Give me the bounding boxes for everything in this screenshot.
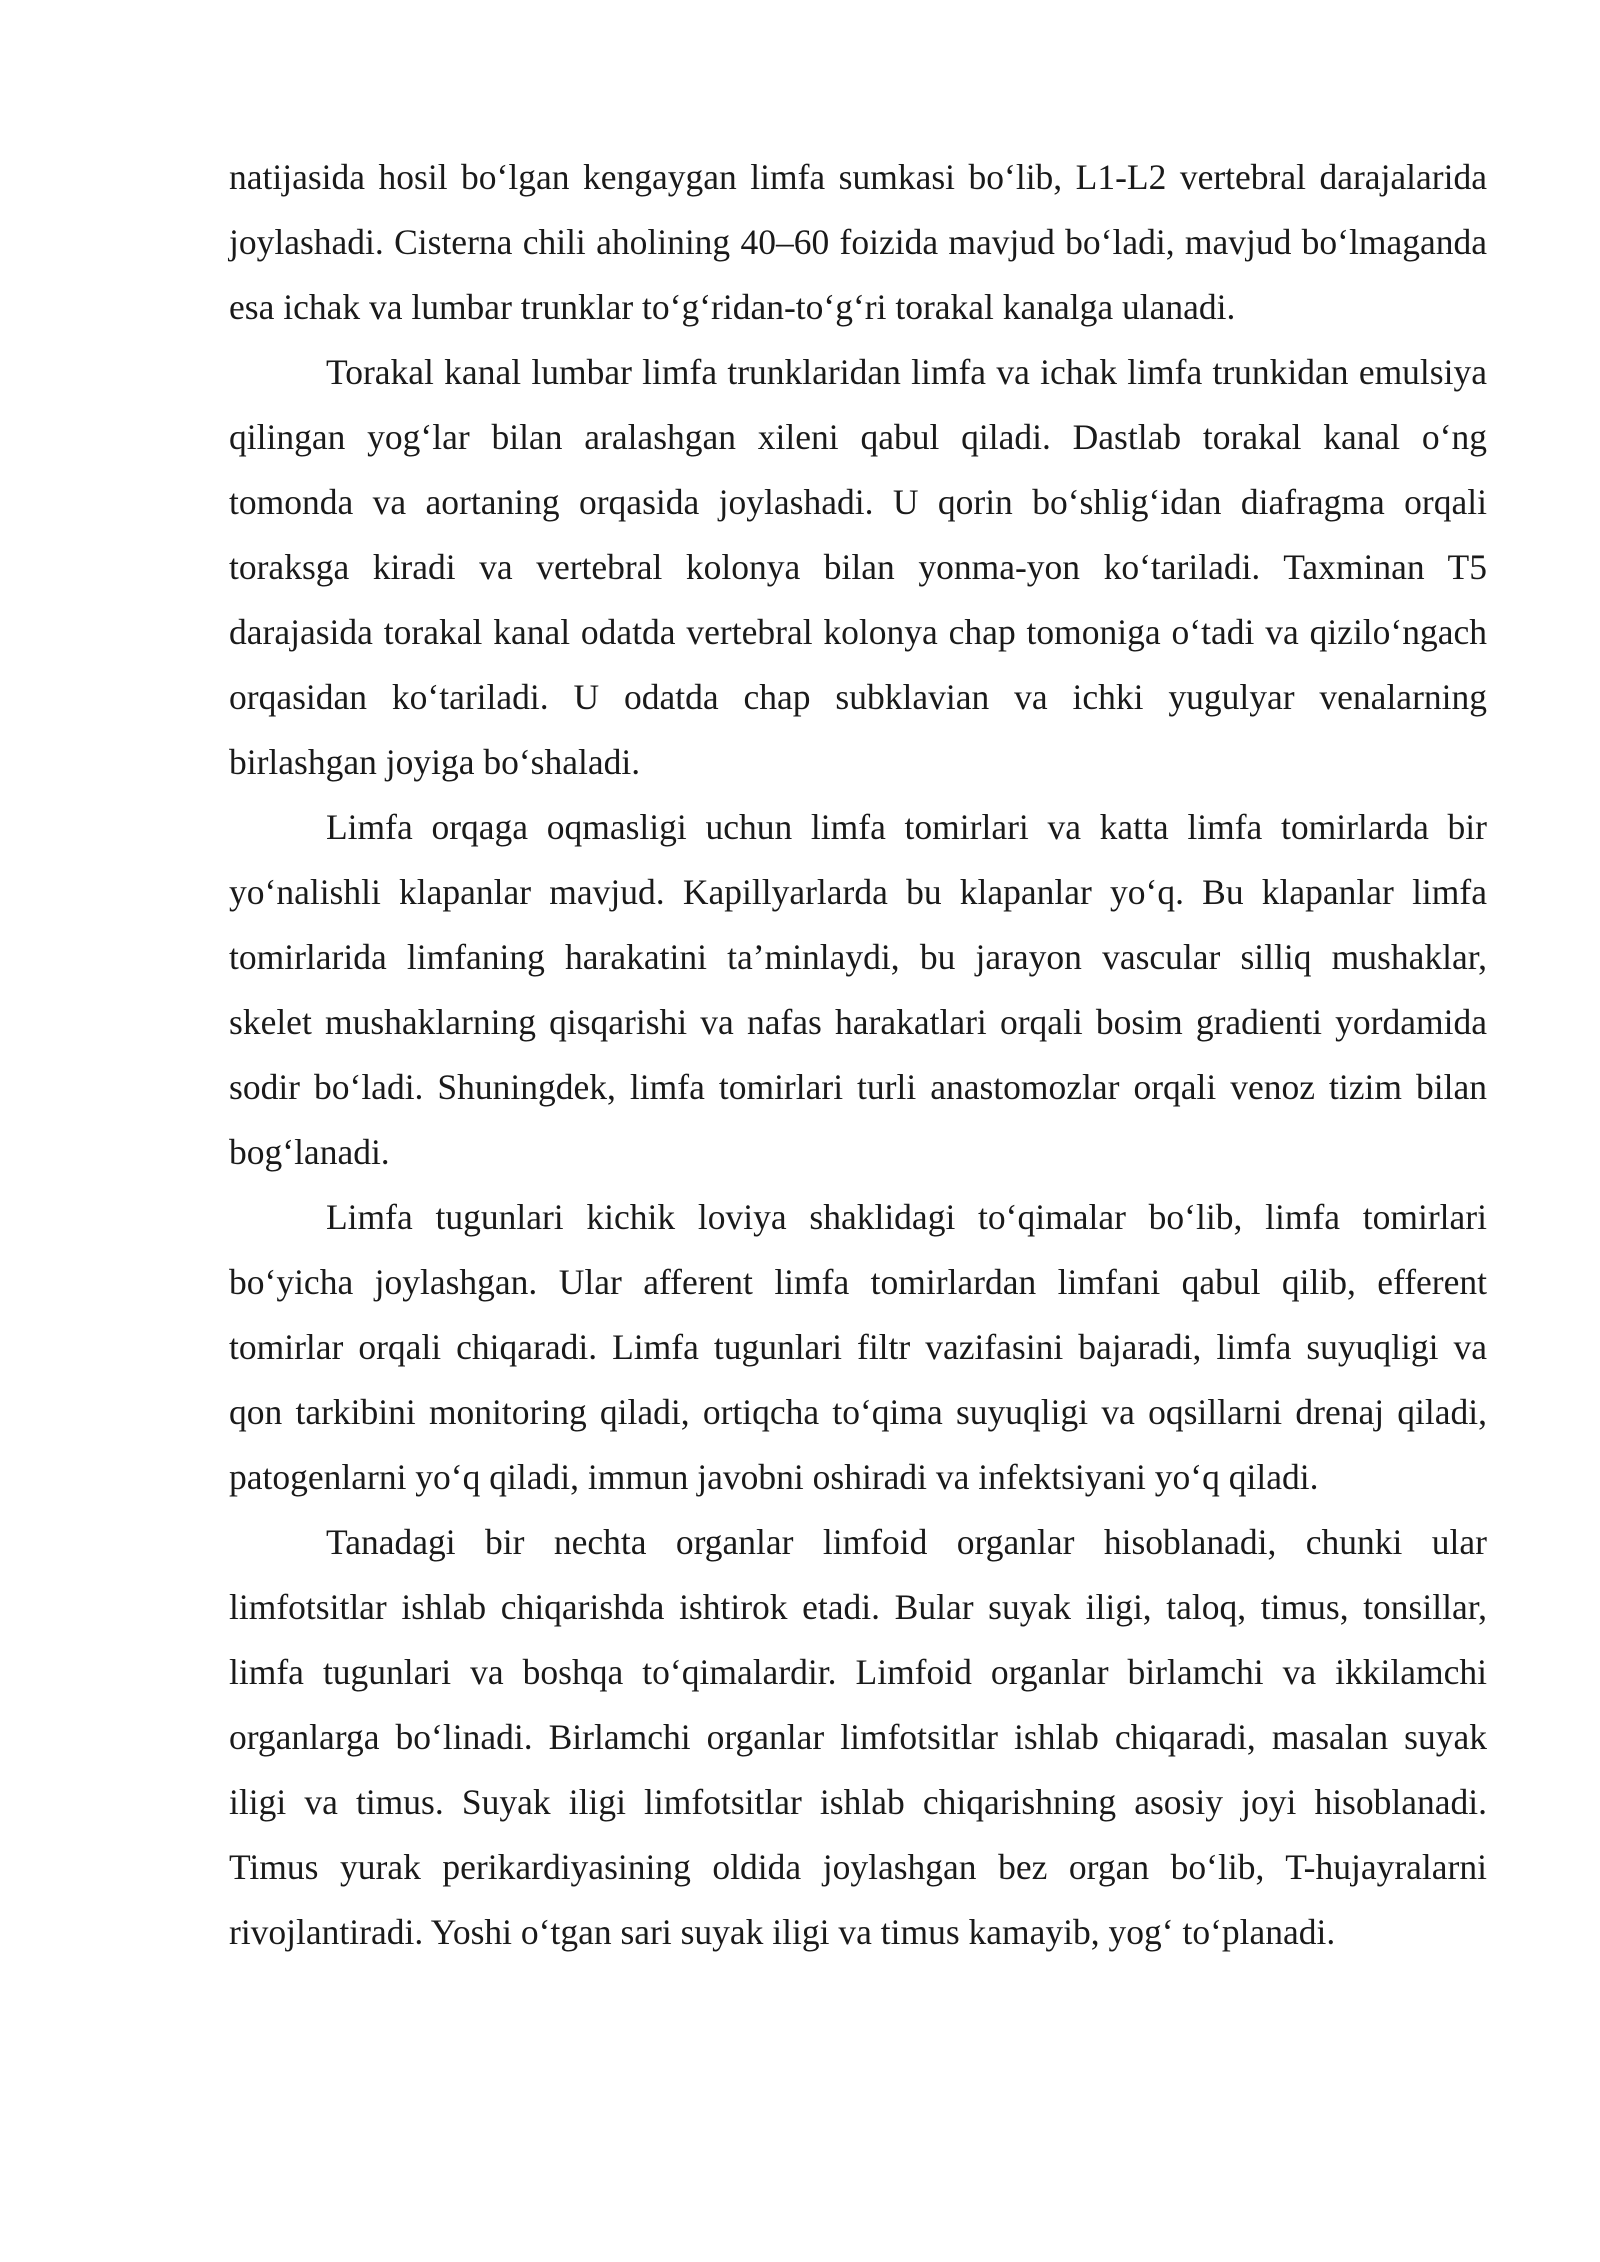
paragraph-torakal-kanal: Torakal kanal lumbar limfa trunklaridan limfa va ichak limfa trunkidan emulsiya qilingan yog‘lar bilan aralashgan xileni qabul qiladi. Dastlab torakal kanal o‘ng tomonda va aortaning orqasida joylashadi. U qorin bo‘shlig‘idan diafragma orqali toraksga kiradi va vertebral kolonya bilan yonma-yon ko‘tariladi. Taxminan T5 darajasida torakal kanal odatda vertebral kolonya chap tomoniga o‘tadi va qizilo‘ngach orqasidan ko‘tariladi. U odatda chap subklavian va ichki yugulyar venalarning birlashgan joyiga bo‘shaladi. bbox=[229, 352, 1487, 782]
paragraph-limfa-tugunlari: Limfa tugunlari kichik loviya shaklidagi to‘qimalar bo‘lib, limfa tomirlari bo‘yicha joylashgan. Ular afferent limfa tomirlardan limfani qabul qilib, efferent tomirlar orqali chiqaradi. Limfa tugunlari filtr vazifasini bajaradi, limfa suyuqligi va qon tarkibini monitoring qiladi, ortiqcha to‘qima suyuqligi va oqsillarni drenaj qiladi, patogenlarni yo‘q qiladi, immun javobni oshiradi va infektsiyani yo‘q qiladi. bbox=[229, 1197, 1487, 1497]
body-text bbox=[229, 145, 1487, 1965]
paragraph-limfoid-organlar: Tanadagi bir nechta organlar limfoid organlar hisoblanadi, chunki ular limfotsitlar ishlab chiqarishda ishtirok etadi. Bular suyak iligi, taloq, timus, tonsillar, limfa tugunlari va boshqa to‘qimalardir. Limfoid organlar birlamchi va ikkilamchi organlarga bo‘linadi. Birlamchi organlar limfotsitlar ishlab chiqaradi, masalan suyak iligi va timus. Suyak iligi limfotsitlar ishlab chiqarishning asosiy joyi hisoblanadi. Timus yurak perikardiyasining oldida joylashgan bez organ bo‘lib, T-hujayralarni rivojlantiradi. Yoshi o‘tgan sari suyak iligi va timus kamayib, yog‘ to‘planadi. bbox=[229, 1522, 1487, 1952]
paragraph-cisterna-chili: natijasida hosil bo‘lgan kengaygan limfa sumkasi bo‘lib, L1-L2 vertebral darajalarida joylashadi. Cisterna chili aholining 40–60 foizida mavjud bo‘ladi, mavjud bo‘lmaganda esa ichak va lumbar trunklar to‘g‘ridan-to‘g‘ri torakal kanalga ulanadi. bbox=[229, 157, 1487, 327]
paragraph-klapanlar: Limfa orqaga oqmasligi uchun limfa tomirlari va katta limfa tomirlarda bir yo‘nalishli klapanlar mavjud. Kapillyarlarda bu klapanlar yo‘q. Bu klapanlar limfa tomirlarida limfaning harakatini ta’minlaydi, bu jarayon vascular silliq mushaklar, skelet mushaklarning qisqarishi va nafas harakatlari orqali bosim gradienti yordamida sodir bo‘ladi. Shuningdek, limfa tomirlari turli anastomozlar orqali venoz tizim bilan bog‘lanadi. bbox=[229, 807, 1487, 1172]
